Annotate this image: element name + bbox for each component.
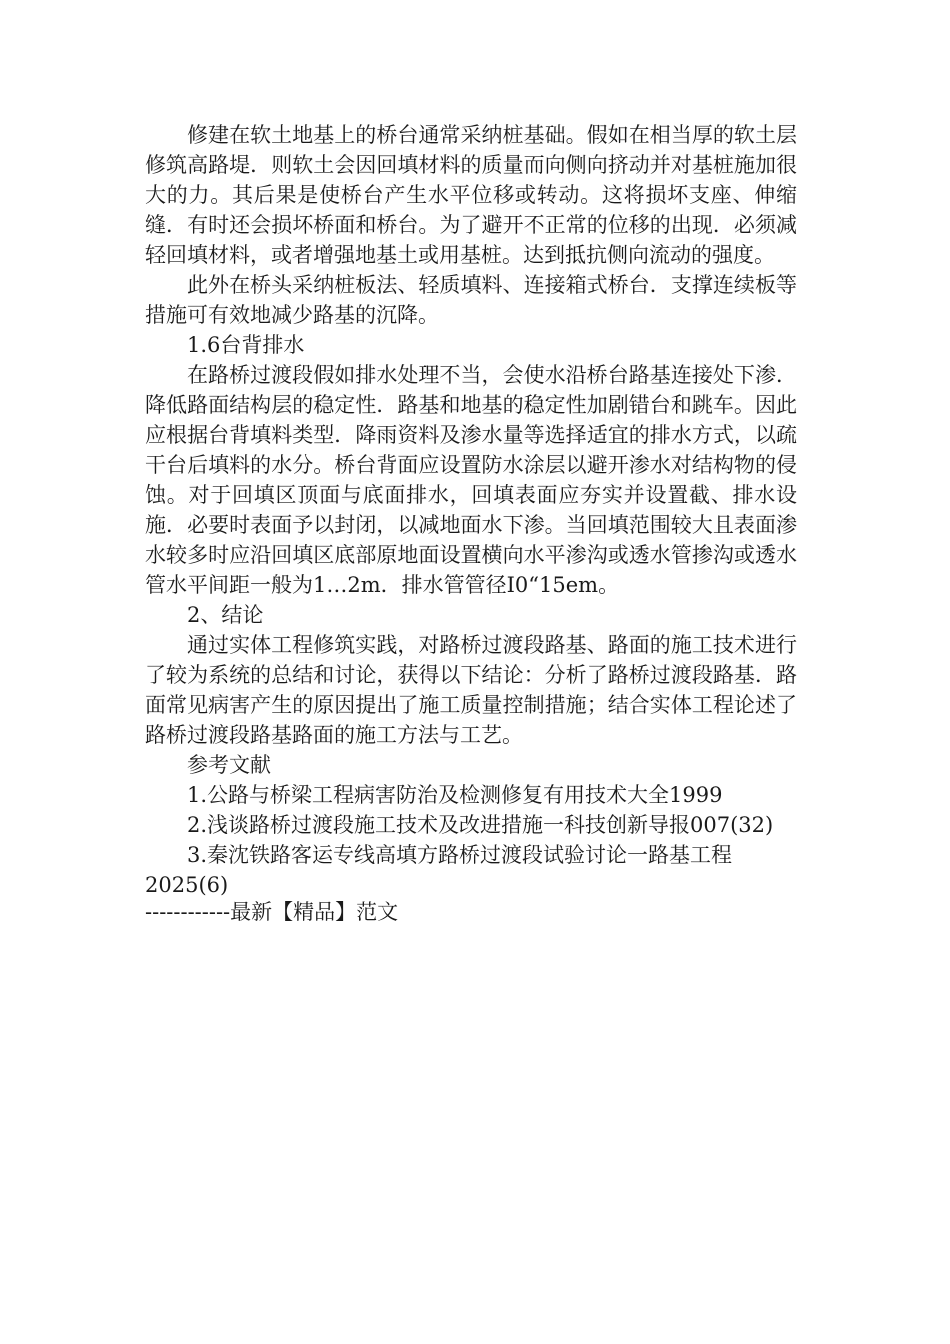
reference-item: 3.秦沈铁路客运专线高填方路桥过渡段试验讨论一路基工程2025(6) <box>145 843 733 897</box>
references-heading: 参考文献 <box>187 753 271 777</box>
page-footer: ------------最新【精品】范文 <box>145 900 399 924</box>
reference-item: 2.浅谈路桥过渡段施工技术及改进措施一科技创新导报007(32) <box>187 813 774 837</box>
paragraph-drainage: 在路桥过渡段假如排水处理不当，会使水沿桥台路基连接处下渗．降低路面结构层的稳定性．路基和地基的稳定性加剧错台和跳车。因此应根据台背填料类型．降雨资料及渗水量等选择适宜的排水方式，以疏干台后填料的水分。桥台背面应设置防水涂层以避开渗水对结构物的侵蚀。对于回填区顶面与底面排水，回填表面应夯实并设置截、排水设施．必要时表面予以封闭，以减地面水下渗。当回填范围较大且表面渗水较多时应沿回填区底部原地面设置横向水平渗沟或透水管掺沟或透水管水平间距一般为1…2m．排水管管径I0“15em。 <box>145 363 797 597</box>
section-heading-1-6: 1.6台背排水 <box>187 333 305 357</box>
paragraph-conclusion: 通过实体工程修筑实践，对路桥过渡段路基、路面的施工技术进行了较为系统的总结和讨论，获得以下结论：分析了路桥过渡段路基．路面常见病害产生的原因提出了施工质量控制措施；结合实体工程论述了路桥过渡段路基路面的施工方法与工艺。 <box>145 633 797 747</box>
reference-item: 1.公路与桥梁工程病害防治及检测修复有用技术大全1999 <box>187 783 723 807</box>
paragraph-pile-foundation: 修建在软土地基上的桥台通常采纳桩基础。假如在相当厚的软土层修筑高路堤．则软土会因回填材料的质量而向侧向挤动并对基桩施加很大的力。其后果是使桥台产生水平位移或转动。这将损坏支座、伸缩缝．有时还会损坏桥面和桥台。为了避开不正常的位移的出现．必须减轻回填材料，或者增强地基土或用基桩。达到抵抗侧向流动的强度。 <box>145 123 797 267</box>
document-body <box>145 120 797 900</box>
section-heading-2: 2、结论 <box>187 603 264 627</box>
paragraph-settlement-measures: 此外在桥头采纳桩板法、轻质填料、连接箱式桥台．支撑连续板等措施可有效地减少路基的沉降。 <box>145 273 797 327</box>
